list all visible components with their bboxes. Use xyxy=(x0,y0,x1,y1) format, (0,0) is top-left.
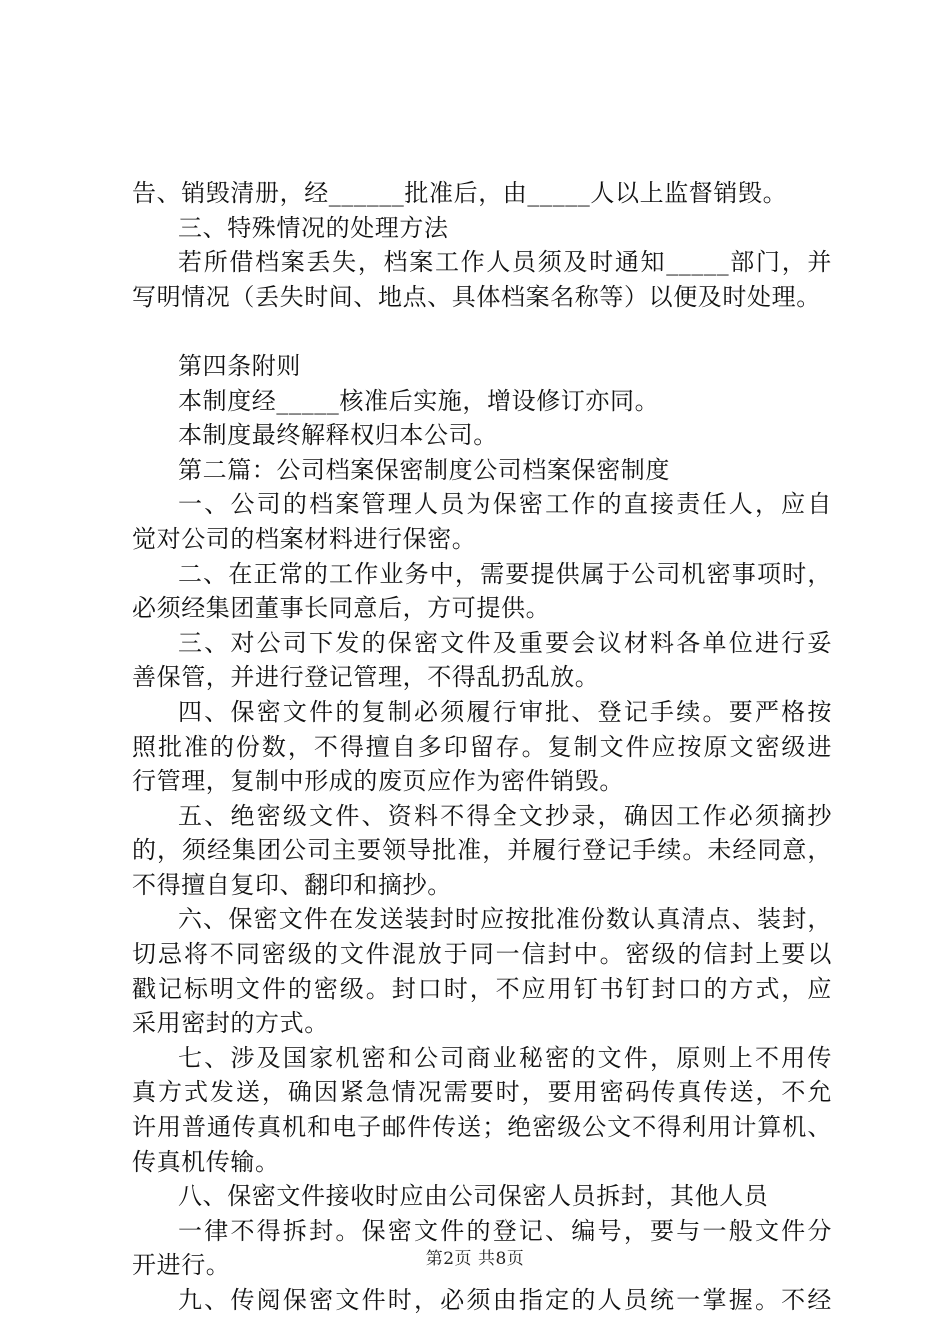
document-body xyxy=(132,176,832,1318)
text-line: 照批准的份数，不得擅自多印留存。复制文件应按原文密级进 xyxy=(132,732,832,761)
page-footer: 第2页 共8页 xyxy=(425,1249,525,1269)
text-line: 采用密封的方式。 xyxy=(132,1009,329,1038)
text-line: 第四条附则 xyxy=(178,351,301,380)
text-line: 善保管，并进行登记管理，不得乱扔乱放。 xyxy=(132,663,600,692)
text-line: 一律不得拆封。保密文件的登记、编号，要与一般文件分 xyxy=(178,1216,832,1245)
text-line: 五、绝密级文件、资料不得全文抄录，确因工作必须摘抄 xyxy=(178,801,832,830)
text-line: 一、公司的档案管理人员为保密工作的直接责任人，应自 xyxy=(178,490,832,519)
text-line: 戳记标明文件的密级。封口时，不应用钉书钉封口的方式，应 xyxy=(132,974,832,1003)
text-line: 不得擅自复印、翻印和摘抄。 xyxy=(132,870,452,899)
text-line: 许用普通传真机和电子邮件传送；绝密级公文不得利用计算机、 xyxy=(132,1113,832,1142)
text-line: 第二篇：公司档案保密制度公司档案保密制度 xyxy=(178,455,670,484)
blank-line xyxy=(132,314,832,349)
text-line: 写明情况（丢失时间、地点、具体档案名称等）以便及时处理。 xyxy=(132,282,821,311)
text-line: 传真机传输。 xyxy=(132,1147,280,1176)
text-line: 切忌将不同密级的文件混放于同一信封中。密级的信封上要以 xyxy=(132,940,832,969)
text-line: 行管理，复制中形成的废页应作为密件销毁。 xyxy=(132,767,624,796)
text-line: 本制度经_____核准后实施，增设修订亦同。 xyxy=(178,386,660,415)
text-line: 本制度最终解释权归本公司。 xyxy=(178,421,498,450)
text-line: 四、保密文件的复制必须履行审批、登记手续。要严格按 xyxy=(178,697,832,726)
text-line: 三、特殊情况的处理方法 xyxy=(178,213,449,242)
text-line: 九、传阅保密文件时，必须由指定的人员统一掌握。不经 xyxy=(178,1286,832,1314)
text-line: 开进行。 xyxy=(132,1251,231,1280)
text-line: 告、销毁清册，经______批准后，由_____人以上监督销毁。 xyxy=(132,179,788,207)
text-line: 六、保密文件在发送装封时应按批准份数认真清点、装封， xyxy=(178,905,832,934)
text-line: 二、在正常的工作业务中，需要提供属于公司机密事项时， xyxy=(178,559,832,588)
text-line: 真方式发送，确因紧急情况需要时，要用密码传真传送，不允 xyxy=(132,1078,832,1107)
text-line: 七、涉及国家机密和公司商业秘密的文件，原则上不用传 xyxy=(178,1043,832,1072)
text-line: 觉对公司的档案材料进行保密。 xyxy=(132,524,477,553)
text-line: 的，须经集团公司主要领导批准，并履行登记手续。未经同意， xyxy=(132,836,832,865)
text-line: 若所借档案丢失，档案工作人员须及时通知_____部门，并 xyxy=(178,248,832,277)
text-line: 三、对公司下发的保密文件及重要会议材料各单位进行妥 xyxy=(178,628,832,657)
text-line: 八、保密文件接收时应由公司保密人员拆封，其他人员 xyxy=(178,1182,769,1211)
text-line: 必须经集团董事长同意后，方可提供。 xyxy=(132,594,551,623)
